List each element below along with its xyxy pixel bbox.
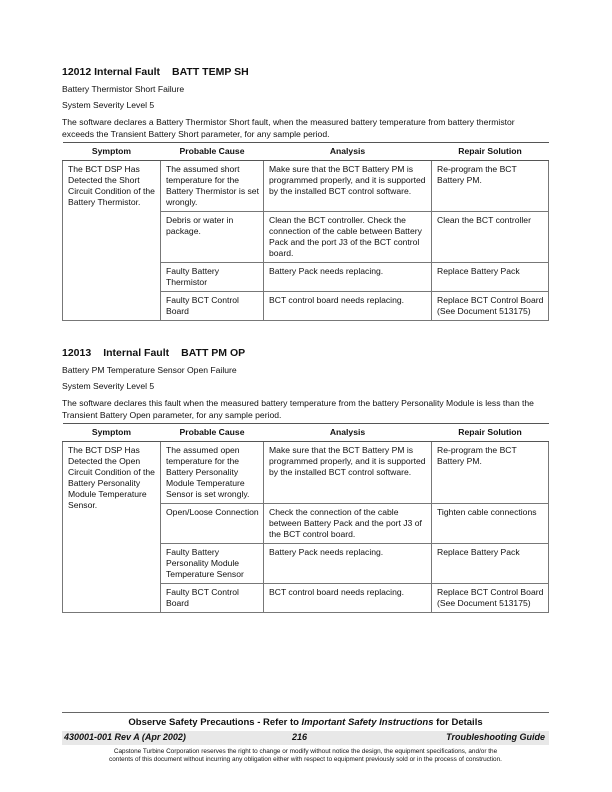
repair-cell: Tighten cable connections bbox=[432, 504, 549, 544]
footer-divider bbox=[62, 712, 549, 713]
cause-cell: The assumed open temperature for the Battery Personality Module Temperature Sensor is set wrongly. bbox=[161, 442, 264, 504]
page-content bbox=[62, 66, 549, 613]
column-header: Symptom bbox=[63, 424, 161, 442]
column-header: Repair Solution bbox=[432, 143, 549, 161]
severity-level: System Severity Level 5 bbox=[62, 381, 155, 391]
column-header: Symptom bbox=[63, 143, 161, 161]
cause-cell: The assumed short temperature for the Battery Thermistor is set wrongly. bbox=[161, 161, 264, 212]
fault-title bbox=[62, 66, 549, 78]
analysis-cell: BCT control board needs replacing. bbox=[264, 292, 432, 321]
cause-cell: Open/Loose Connection bbox=[161, 504, 264, 544]
repair-cell: Re-program the BCT Battery PM. bbox=[432, 161, 549, 212]
document-number: 430001-001 Rev A (Apr 2002) bbox=[64, 732, 186, 742]
table-header-row bbox=[63, 424, 549, 442]
safety-notice bbox=[62, 717, 549, 728]
analysis-cell: Battery Pack needs replacing. bbox=[264, 544, 432, 584]
symptom-cell: The BCT DSP Has Detected the Short Circuit Condition of the Battery Thermistor. bbox=[63, 161, 161, 321]
fault-description: The software declares a Battery Thermistor Short fault, when the measured battery temperature from battery thermistor exceeds the Transient Battery Short parameter, for any sample period. bbox=[62, 117, 515, 139]
fault-code: 12012 Internal Fault bbox=[62, 66, 161, 78]
cause-cell: Faulty BCT Control Board bbox=[161, 292, 264, 321]
analysis-cell: Clean the BCT controller. Check the connection of the cable between Battery Pack and the port J3 of the BCT control board. bbox=[264, 212, 432, 263]
column-header: Analysis bbox=[264, 424, 432, 442]
table-header-row bbox=[63, 143, 549, 161]
disclaimer bbox=[62, 748, 549, 764]
symptom-cell: The BCT DSP Has Detected the Open Circuit Condition of the Battery Personality Module Temperature Sensor. bbox=[63, 442, 161, 613]
severity-level: System Severity Level 5 bbox=[62, 100, 155, 110]
analysis-cell: BCT control board needs replacing. bbox=[264, 584, 432, 613]
cause-cell: Faulty BCT Control Board bbox=[161, 584, 264, 613]
repair-cell: Re-program the BCT Battery PM. bbox=[432, 442, 549, 504]
guide-name: Troubleshooting Guide bbox=[446, 732, 545, 742]
repair-cell: Replace Battery Pack bbox=[432, 263, 549, 292]
analysis-cell: Battery Pack needs replacing. bbox=[264, 263, 432, 292]
repair-cell: Replace Battery Pack bbox=[432, 544, 549, 584]
fault-name: BATT TEMP SH bbox=[172, 66, 249, 78]
fault-title bbox=[62, 347, 549, 359]
fault-section-12012 bbox=[62, 66, 549, 321]
disclaimer-line: Capstone Turbine Corporation reserves the right to change or modify without notice the design, the equipment specifications, and/or the bbox=[113, 748, 498, 755]
troubleshooting-table bbox=[62, 142, 549, 321]
column-header: Repair Solution bbox=[432, 424, 549, 442]
safety-prefix: Observe Safety Precautions - Refer to bbox=[128, 717, 302, 728]
cause-cell: Faulty Battery Thermistor bbox=[161, 263, 264, 292]
disclaimer-line: contents of this document without incurring any obligation either with respect to equipment previously sold or in the process of construction. bbox=[109, 756, 502, 763]
fault-subtitle: Battery PM Temperature Sensor Open Failure bbox=[62, 365, 237, 375]
column-header: Probable Cause bbox=[161, 143, 264, 161]
table-row bbox=[63, 442, 549, 504]
cause-cell: Debris or water in package. bbox=[161, 212, 264, 263]
repair-cell: Replace BCT Control Board (See Document 513175) bbox=[432, 292, 549, 321]
fault-subtitle: Battery Thermistor Short Failure bbox=[62, 84, 185, 94]
table-row bbox=[63, 161, 549, 212]
repair-cell: Clean the BCT controller bbox=[432, 212, 549, 263]
analysis-cell: Check the connection of the cable between Battery Pack and the port J3 of the BCT control board. bbox=[264, 504, 432, 544]
fault-description: The software declares this fault when the measured battery temperature from the battery Personality Module is less than the Transient Battery Open parameter, for any sample period. bbox=[62, 398, 534, 420]
fault-code: 12013 bbox=[62, 347, 92, 359]
page-number: 216 bbox=[292, 732, 308, 742]
analysis-cell: Make sure that the BCT Battery PM is programmed properly, and it is supported by the installed BCT control software. bbox=[264, 161, 432, 212]
column-header: Probable Cause bbox=[161, 424, 264, 442]
fault-name: BATT PM OP bbox=[181, 347, 246, 359]
repair-cell: Replace BCT Control Board (See Document 513175) bbox=[432, 584, 549, 613]
troubleshooting-table bbox=[62, 423, 549, 613]
column-header: Analysis bbox=[264, 143, 432, 161]
fault-code-suffix: Internal Fault bbox=[103, 347, 170, 359]
fault-section-12013 bbox=[62, 347, 549, 613]
cause-cell: Faulty Battery Personality Module Temperature Sensor bbox=[161, 544, 264, 584]
safety-instructions-link[interactable]: Important Safety Instructions bbox=[301, 717, 434, 728]
safety-suffix: for Details bbox=[433, 717, 483, 728]
analysis-cell: Make sure that the BCT Battery PM is programmed properly, and it is supported by the installed BCT control software. bbox=[264, 442, 432, 504]
footer-bar bbox=[62, 731, 549, 745]
